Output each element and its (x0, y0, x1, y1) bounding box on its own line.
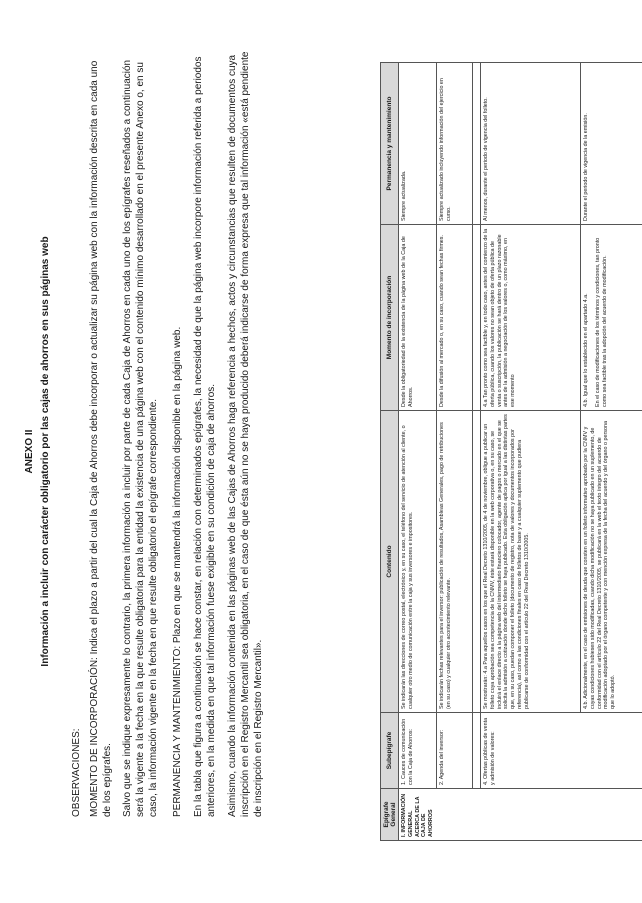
table-row (399, 63, 437, 841)
observacion-paragraph: Salvo que se indique expresamente lo contrario, la primera información a incluir por parte de cada Caja de Ahorros en cada uno de los epígrafes reseñados a continuación será la vigente a la fecha en la que resulte obligatoria para la entidad la existencia de una página web con el contenido mínimo desarrollado en el presente Anexo o, en su caso, la información vigente en la fecha en que resulte obligatorio el epígrafe correspondiente. (122, 59, 159, 817)
header-contenido: Contenido (381, 411, 399, 713)
contenido-cell: Se mostrarán: 4.a Para aquellos casos en los que el Real Decreto 1310/2005, de 4 de noviembre, obligue a publicar un folleto cuya aprobación sea competencia de la CNMV, éste estará disponible en la web corporativa o, en su caso, se incluirá el enlace directo a la página web del intermediario financiero colocador, agente de pagos o mercado en el que se solicita la admisión a cotización donde dicho folleto se haya publicado. Esta obligación aplica por igual a las distintas partes que, en su caso, puedan componer el folleto (documento de registro, nota de valores y documentos incorporados por referencia), así como a las condiciones finales en caso de folletos de base y a cualquier suplemento que pudiera publicarse de conformidad con el artículo 22 del Real Decreto 1310/2005. (481, 411, 581, 713)
permanencia-cell: Al menos, durante el periodo de vigencia del folleto. (481, 63, 581, 225)
header-epigrafe: Epígrafe General (381, 789, 399, 841)
observacion-paragraph: PERMANENCIA Y MANTENIMIENTO: Plazo en que se mantendrá la información disponible en la página web. (172, 326, 183, 817)
momento-cell: 4.a Tan pronto como sea factible y, en todo caso, antes del comienzo de la oferta pública, cuando los valores no sean objeto de oferta pública de venta o suscripción, la publicación se hará dentro de un plazo razonable antes de la admisión a negociación de los valores o, como máximo, en ese momento (481, 225, 581, 411)
observacion-paragraph: En la tabla que figura a continuación se hace constar, en relación con determinados epígrafes, la necesidad de que la página web incorpore información referida a periodos anteriores, en la medida en que tal información fuese exigible en su condición de caja de ahorros. (193, 56, 217, 817)
header-momento: Momento de incorporación (381, 225, 399, 411)
table-header-row (381, 63, 399, 841)
sub-cell: 1. Cauces de comunicación con la Caja de Ahorros: (399, 713, 437, 789)
contenido-cell: Se indicarán fechas relevantes para el inversor: publicación de resultados, Asambleas Generales, pago de retribuciones (en su caso) y cualquier otro acontecimiento relevante. (437, 411, 473, 713)
sub-cell: 2. Agenda del inversor: (437, 713, 473, 789)
contenido-cell: Se indicarán las direcciones de correo postal, electrónico y, en su caso, el teléfono del servicio de atención al cliente, o cualquier otro medio de comunicación entre la caja y sus inversores e impositores. (399, 411, 437, 713)
table-row (481, 63, 581, 841)
table-row-spacer (473, 63, 481, 841)
header-permanencia: Permanencia y mantenimiento (381, 63, 399, 225)
table-row (437, 63, 473, 841)
group-cell: I. INFORMACIÓN GENERAL ACERCA DE LA CAJA DE AHORROS (399, 789, 642, 841)
observacion-paragraph: Asimismo, cuando la información contenida en las páginas web de las Cajas de Ahorros haga referencia a hechos, actos y circunstancias que resulten de documentos cuya inscripción en el Registro Mercantil sea obligatoria, en el caso de que ésta aún no se haya producido deberá indicarse de forma expresa que tal información «está pendiente de inscripción en el Registro Mercantil». (227, 51, 264, 817)
momento-cell: Desde la obligatoriedad de la existencia de la página web de la Caja de Ahorros. (399, 225, 437, 411)
annex-heading: ANEXO II (24, 429, 35, 474)
momento-cell (581, 225, 642, 411)
header-subepigrafe: Subepígrafe (381, 713, 399, 789)
permanencia-cell: Durante el periodo de vigencia de la emisión. (581, 63, 642, 225)
observacion-paragraph: MOMENTO DE INCORPORACIÓN: Indica el plazo a partir del cual la Caja de Ahorros debe incorporar o actualizar su página web con la información descrita en cada uno de los epígrafes. (89, 60, 113, 817)
annex-subheading: Información a incluir con carácter obligatorio por las cajas de ahorros en sus páginas web (40, 236, 51, 667)
sub-cell: 4. Ofertas públicas de venta y admisión de valores: (481, 713, 642, 789)
momento-text: En el caso de modificaciones de los términos y condiciones, tan pronto como sea factible tras la adopción del acuerdo de modificación. (594, 237, 608, 407)
momento-text: 4.b. Igual que lo establecido en el apartado 4.a. (583, 293, 589, 407)
annex-table (380, 62, 642, 841)
momento-cell: Desde la difusión al mercado o, en su caso, cuando sean fechas firmes. (437, 225, 473, 411)
permanencia-cell: Siempre actualizada. (399, 63, 437, 225)
contenido-cell: 4.b. Adicionalmente, en el caso de emisiones de deuda que consten en un folleto informativo aprobado por la CNMV y cuyas condiciones hubiesen sido modificadas, cuando dicha modificación no se haya publicado en un suplemento, de conformidad con el artículo 22 del Real Decreto 1310/2005, se publicará en la web el texto íntegro del acuerdo de modificación adoptado por el órgano competente y con mención expresa de la fecha del acuerdo y del órgano o persona que lo adoptó. (581, 411, 642, 713)
permanencia-cell: Siempre actualizado incluyendo información del ejercicio en curso. (437, 63, 473, 225)
observaciones-title: OBSERVACIONES: (71, 728, 82, 817)
